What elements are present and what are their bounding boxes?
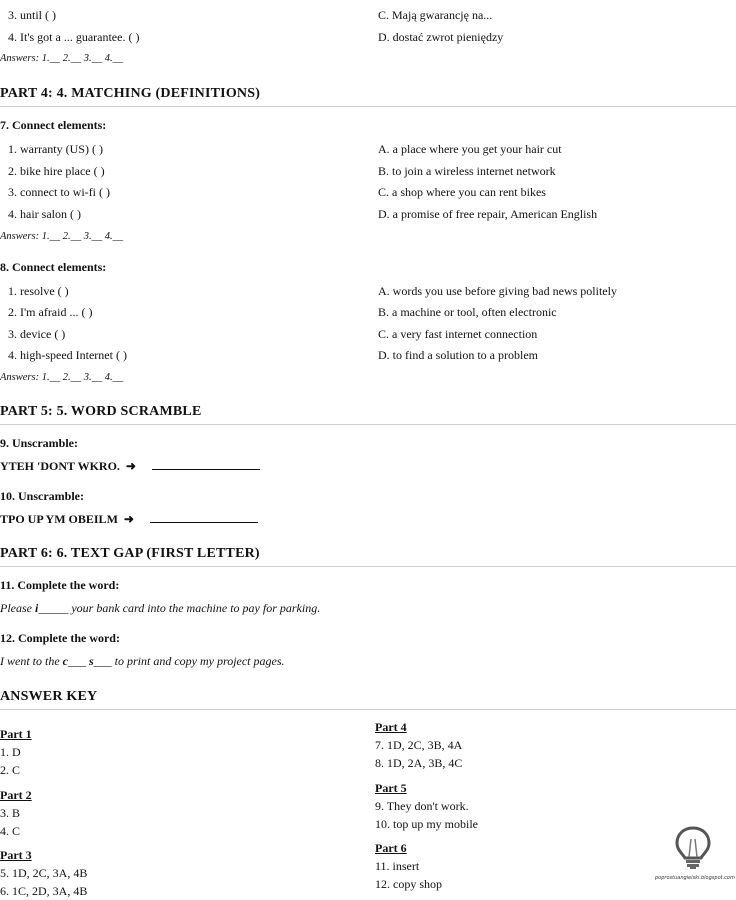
q7-left-1: 1. warranty (US) ( ) bbox=[8, 142, 103, 156]
key-part3-title: Part 3 bbox=[0, 848, 32, 862]
q8-left-3: 3. device ( ) bbox=[8, 327, 66, 341]
arrow-right-icon: ➜ bbox=[123, 512, 134, 526]
q11-before: Please bbox=[0, 601, 35, 615]
q12-first-letter-2: s bbox=[88, 654, 94, 668]
q12-label: 12. Complete the word: bbox=[0, 631, 120, 645]
q7-right-b: B. to join a wireless internet network bbox=[378, 164, 556, 178]
q12-blank-1[interactable]: ___ bbox=[67, 654, 89, 668]
part5-heading: PART 5: 5. WORD SCRAMBLE bbox=[0, 404, 202, 419]
q8-answers: Answers: 1.__ 2.__ 3.__ 4.__ bbox=[0, 372, 124, 383]
p3-answers: Answers: 1.__ 2.__ 3.__ 4.__ bbox=[0, 53, 124, 64]
key-part4-line1: 7. 1D, 2C, 3B, 4A bbox=[375, 738, 463, 752]
key-part4-line2: 8. 1D, 2A, 3B, 4C bbox=[375, 756, 463, 770]
key-part2-title: Part 2 bbox=[0, 788, 32, 802]
q12-after: to print and copy my project pages. bbox=[111, 654, 285, 668]
part4-divider bbox=[0, 106, 736, 107]
answer-key-heading: ANSWER KEY bbox=[0, 689, 98, 704]
q8-right-c: C. a very fast internet connection bbox=[378, 327, 538, 341]
q11-blank[interactable]: _____ bbox=[38, 601, 69, 615]
q12-first-letter-1: c bbox=[62, 654, 68, 668]
q8-right-d: D. to find a solution to a problem bbox=[378, 348, 538, 362]
q11-sentence bbox=[0, 601, 320, 616]
key-part1-line2: 2. C bbox=[0, 763, 21, 777]
q8-right-a: A. words you use before giving bad news politely bbox=[378, 284, 617, 298]
q10-scrambled: TPO UP YM OBEILM bbox=[0, 512, 118, 526]
key-part3-line2: 6. 1C, 2D, 3A, 4B bbox=[0, 884, 88, 898]
q12-blank-2[interactable]: ___ bbox=[93, 654, 112, 668]
q7-right-a: A. a place where you get your hair cut bbox=[378, 142, 562, 156]
key-part1-line1: 1. D bbox=[0, 745, 21, 759]
q7-left-3: 3. connect to wi-fi ( ) bbox=[8, 185, 110, 199]
q9-label: 9. Unscramble: bbox=[0, 436, 78, 450]
part6-divider bbox=[0, 566, 736, 567]
key-part6-line2: 12. copy shop bbox=[375, 877, 442, 891]
q7-answers: Answers: 1.__ 2.__ 3.__ 4.__ bbox=[0, 231, 124, 242]
key-part2-line2: 4. C bbox=[0, 824, 21, 838]
key-part2-line1: 3. B bbox=[0, 806, 21, 820]
p3-right-c: C. Mają gwarancję na... bbox=[378, 8, 493, 22]
p3-left-4: 4. It's got a ... guarantee. ( ) bbox=[8, 30, 140, 44]
key-part4-title: Part 4 bbox=[375, 720, 407, 734]
q10-row bbox=[0, 512, 258, 527]
answer-key-divider bbox=[0, 709, 736, 710]
q11-label: 11. Complete the word: bbox=[0, 578, 120, 592]
key-part3-line1: 5. 1D, 2C, 3A, 4B bbox=[0, 866, 88, 880]
key-part5-line2: 10. top up my mobile bbox=[375, 817, 478, 831]
part6-heading: PART 6: 6. TEXT GAP (FIRST LETTER) bbox=[0, 546, 260, 561]
arrow-right-icon: ➜ bbox=[125, 459, 136, 473]
q7-left-4: 4. hair salon ( ) bbox=[8, 207, 81, 221]
q11-after: your bank card into the machine to pay for parking. bbox=[68, 601, 321, 615]
q9-scrambled: YTEH 'DONT WKRO. bbox=[0, 459, 120, 473]
p3-left-3: 3. until ( ) bbox=[8, 8, 56, 22]
q8-left-2: 2. I'm afraid ... ( ) bbox=[8, 305, 93, 319]
q12-before: I went to the bbox=[0, 654, 63, 668]
q8-left-4: 4. high-speed Internet ( ) bbox=[8, 348, 127, 362]
q9-row bbox=[0, 459, 260, 474]
q9-answer-blank[interactable] bbox=[152, 459, 260, 470]
q10-label: 10. Unscramble: bbox=[0, 489, 84, 503]
part5-divider bbox=[0, 424, 736, 425]
key-part6-line1: 11. insert bbox=[375, 859, 420, 873]
q7-left-2: 2. bike hire place ( ) bbox=[8, 164, 105, 178]
q12-sentence bbox=[0, 654, 285, 669]
q11-first-letter: i bbox=[35, 601, 39, 615]
site-logo bbox=[655, 825, 735, 881]
q7-right-c: C. a shop where you can rent bikes bbox=[378, 185, 546, 199]
key-part5-title: Part 5 bbox=[375, 781, 407, 795]
logo-text: poprostuangielski.blogspot.com bbox=[655, 875, 735, 881]
q8-left-1: 1. resolve ( ) bbox=[8, 284, 69, 298]
key-part6-title: Part 6 bbox=[375, 841, 407, 855]
q7-label: 7. Connect elements: bbox=[0, 118, 107, 132]
q8-label: 8. Connect elements: bbox=[0, 260, 107, 274]
p3-right-d: D. dostać zwrot pieniędzy bbox=[378, 30, 504, 44]
lightbulb-icon bbox=[673, 825, 713, 871]
q7-right-d: D. a promise of free repair, American English bbox=[378, 207, 598, 221]
key-part1-title: Part 1 bbox=[0, 727, 32, 741]
q8-right-b: B. a machine or tool, often electronic bbox=[378, 305, 557, 319]
key-part5-line1: 9. They don't work. bbox=[375, 799, 469, 813]
part4-heading: PART 4: 4. MATCHING (DEFINITIONS) bbox=[0, 86, 261, 101]
q10-answer-blank[interactable] bbox=[150, 512, 258, 523]
